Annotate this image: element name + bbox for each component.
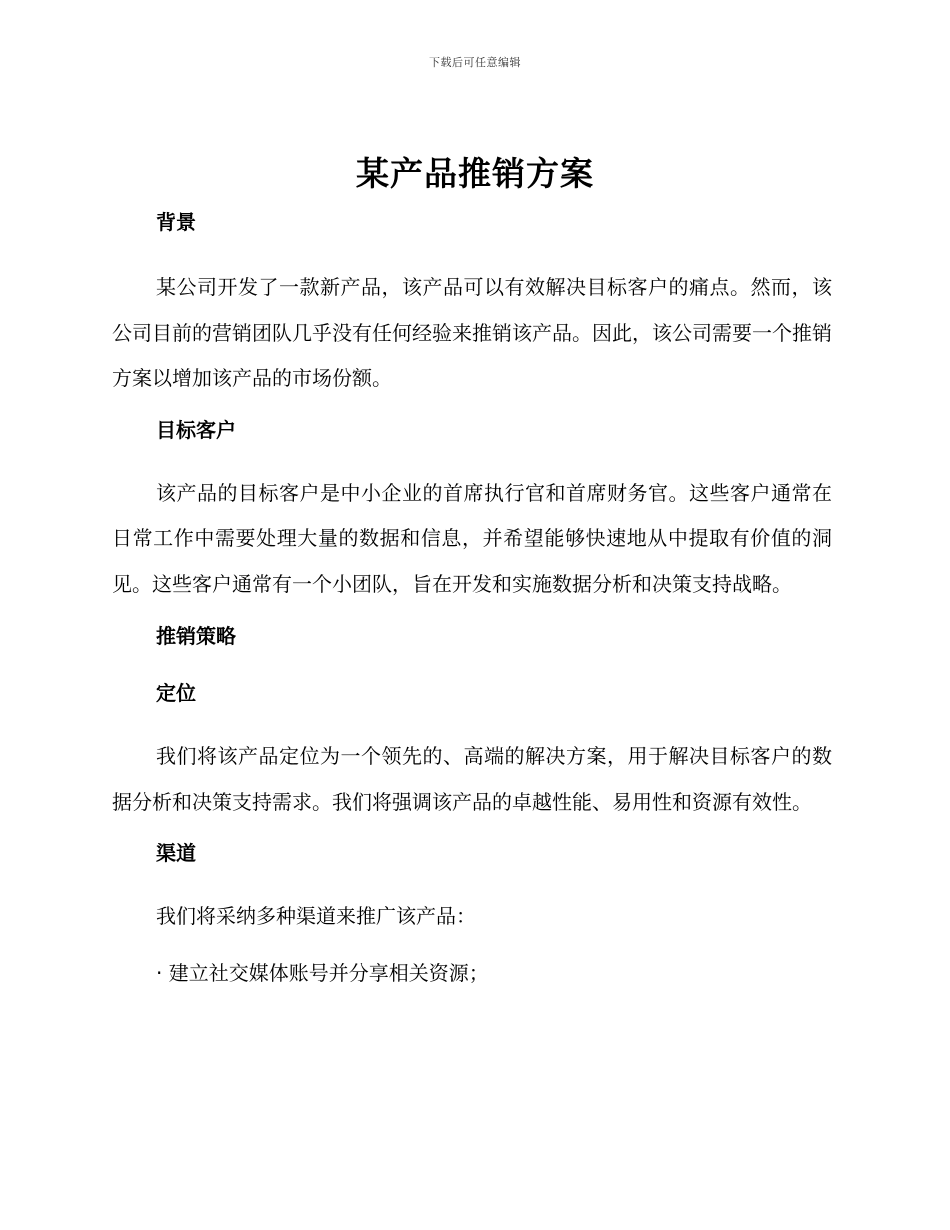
- document-body: [112, 206, 832, 996]
- document-title: 某产品推销方案: [356, 154, 594, 193]
- section-heading-target-customers: 目标客户: [156, 417, 236, 442]
- section-heading-background: 背景: [156, 210, 196, 234]
- list-item: · 建立社交媒体账号并分享相关资源；: [156, 960, 489, 985]
- section-heading-positioning: 定位: [156, 681, 196, 705]
- paragraph-channels-intro: 我们将采纳多种渠道来推广该产品：: [156, 904, 476, 928]
- paragraph-positioning: 我们将该产品定位为一个领先的、高端的解决方案，用于解决目标客户的数据分析和决策支持需求。我们将强调该产品的卓越性能、易用性和资源有效性。: [112, 744, 832, 814]
- section-heading-strategy: 推销策略: [156, 624, 236, 648]
- paragraph-target-customers: 该产品的目标客户是中小企业的首席执行官和首席财务官。这些客户通常在日常工作中需要处理大量的数据和信息，并希望能够快速地从中提取有价值的洞见。这些客户通常有一个小团队，旨在开发和实施数据分析和决策支持战略。: [112, 480, 832, 596]
- header-watermark: 下载后可任意编辑: [429, 56, 521, 69]
- section-heading-channels: 渠道: [156, 841, 196, 865]
- paragraph-background: 某公司开发了一款新产品，该产品可以有效解决目标客户的痛点。然而，该公司目前的营销团队几乎没有任何经验来推销该产品。因此，该公司需要一个推销方案以增加该产品的市场份额。: [112, 275, 832, 390]
